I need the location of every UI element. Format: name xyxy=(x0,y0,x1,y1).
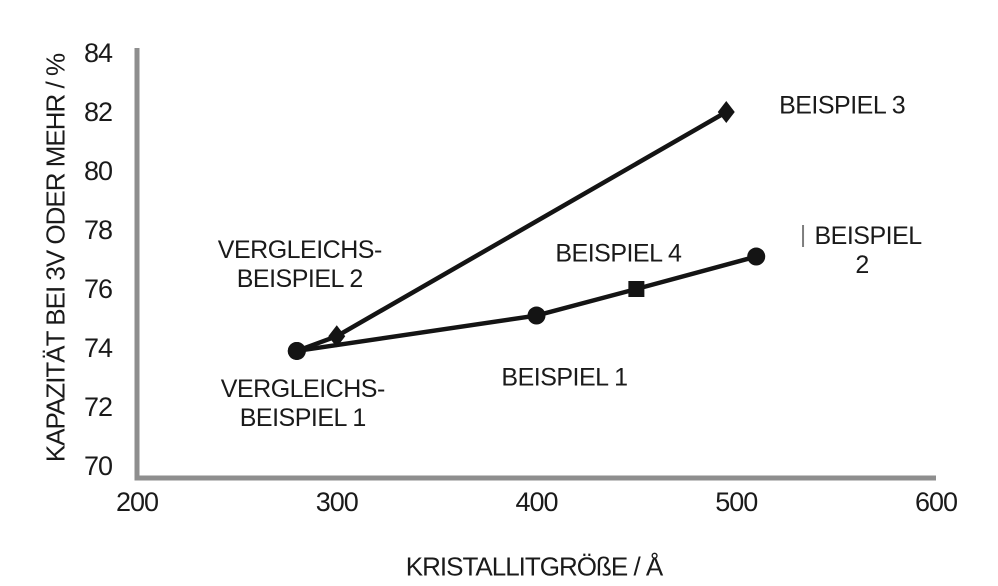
data-point-square xyxy=(628,281,644,297)
x-axis-title: KRISTALLITGRÖßE / Å xyxy=(405,551,663,582)
annotation-text: VERGLEICHS- BEISPIEL 1 xyxy=(220,375,385,433)
annotation-label xyxy=(794,222,930,280)
annotation-text: BEISPIEL 1 xyxy=(501,363,628,391)
data-point-circle xyxy=(288,342,306,360)
y-tick-label: 84 xyxy=(83,38,112,68)
x-tick-label: 400 xyxy=(515,487,558,517)
x-tick-label: 300 xyxy=(315,487,358,517)
x-tick-label: 500 xyxy=(715,487,758,517)
annotation-label xyxy=(501,363,627,392)
data-point-circle xyxy=(528,307,546,325)
annotation-label xyxy=(218,236,382,294)
y-axis-title: KAPAZITÄT BEI 3V ODER MEHR / % xyxy=(40,53,71,463)
annotation-text: VERGLEICHS- BEISPIEL 2 xyxy=(217,236,382,294)
data-point-diamond xyxy=(718,101,735,123)
y-tick-label: 78 xyxy=(83,215,112,245)
y-tick-label: 72 xyxy=(83,392,112,422)
y-tick-label: 80 xyxy=(83,156,112,186)
annotation-text: BEISPIEL 3 xyxy=(779,91,906,120)
y-tick-label: 76 xyxy=(83,274,112,304)
x-tick-label: 600 xyxy=(914,487,958,517)
annotation-text: BEISPIEL 2 xyxy=(814,221,922,279)
y-tick-label: 74 xyxy=(83,333,112,363)
x-tick-label: 200 xyxy=(115,487,159,517)
annotation-label xyxy=(221,375,385,433)
series-line-comparative-to-example-3 xyxy=(297,112,726,351)
label-tick-mark xyxy=(802,225,804,247)
annotation-label xyxy=(555,239,681,268)
y-tick-label: 70 xyxy=(83,451,112,481)
y-tick-label: 82 xyxy=(83,97,112,127)
data-point-circle xyxy=(747,248,765,266)
annotation-label xyxy=(779,92,905,121)
annotation-text: BEISPIEL 4 xyxy=(555,239,682,268)
